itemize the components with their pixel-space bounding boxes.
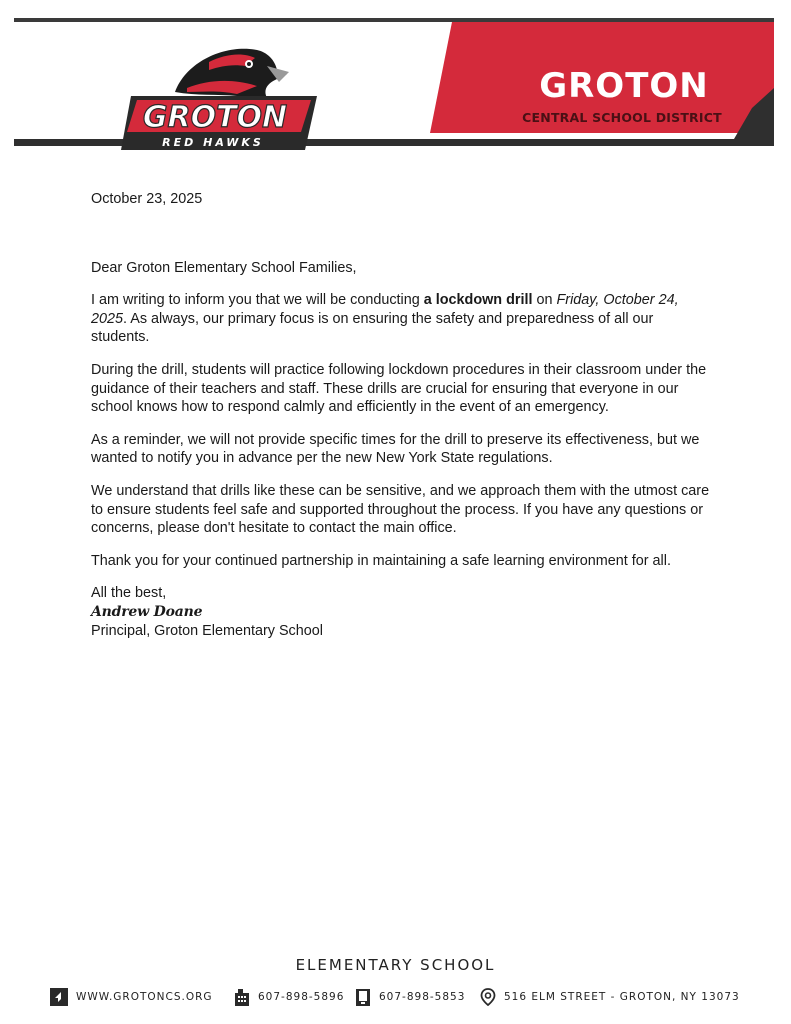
footer-fax[interactable] xyxy=(355,986,465,1008)
salutation: Dear Groton Elementary School Families, xyxy=(91,259,357,276)
letterhead-banner xyxy=(14,18,774,148)
fax-icon xyxy=(355,988,371,1006)
paragraph-2: During the drill, students will practice following lockdown procedures in their classroom under the guidance of their teachers and staff. These drills are crucial for ensuring that everyone in our school knows how to respond calmly and efficiently in the event of an emergency. xyxy=(91,361,707,416)
district-name: GROTON xyxy=(539,66,709,106)
phone-text: 607-898-5896 xyxy=(258,991,345,1003)
letter-body xyxy=(91,190,711,640)
location-pin-icon xyxy=(480,988,496,1006)
logo-subtext: RED HAWKS xyxy=(162,136,264,149)
paragraph-3: As a reminder, we will not provide specific times for the drill to preserve its effectiveness, but we wanted to notify you in advance per the new New York State regulations. xyxy=(91,431,700,467)
fax-text: 607-898-5853 xyxy=(379,991,466,1003)
paragraph-5: Thank you for your continued partnership in maintaining a safe learning environment for all. xyxy=(91,552,671,569)
signer-title: Principal, Groton Elementary School xyxy=(91,622,323,639)
footer-address[interactable] xyxy=(480,986,740,1008)
paragraph-4: We understand that drills like these can be sensitive, and we approach them with the utmost care to ensure students feel safe and supported throughout the process. If you have any questions or concerns, please don't hesitate to contact the main office. xyxy=(91,482,710,537)
red-hawks-logo xyxy=(117,40,327,158)
letter-date: October 23, 2025 xyxy=(91,191,203,207)
address-text: 516 ELM STREET - GROTON, NY 13073 xyxy=(504,991,740,1003)
phone-icon xyxy=(234,988,250,1006)
closing: All the best, xyxy=(91,585,167,602)
signature: Andrew Doane xyxy=(91,603,203,620)
paragraph-1: I am writing to inform you that we will be conducting a lockdown drill on Friday, October 24, 2025. As always, our primary focus is on ensuring the safety and preparedness of all our students. xyxy=(91,292,679,346)
footer-website[interactable] xyxy=(50,986,213,1008)
website-text: WWW.GROTONCS.ORG xyxy=(76,991,213,1003)
cursor-icon xyxy=(50,988,68,1006)
logo-wordmark: GROTON xyxy=(142,100,288,135)
footer-school-name: ELEMENTARY SCHOOL xyxy=(295,956,496,974)
footer-phone[interactable] xyxy=(234,986,344,1008)
drill-date: Friday, October 24, 2025 xyxy=(91,292,679,327)
district-subtitle: CENTRAL SCHOOL DISTRICT xyxy=(522,110,722,125)
footer-contact-row xyxy=(50,986,750,1010)
drill-emphasis: a lockdown drill xyxy=(423,292,533,309)
